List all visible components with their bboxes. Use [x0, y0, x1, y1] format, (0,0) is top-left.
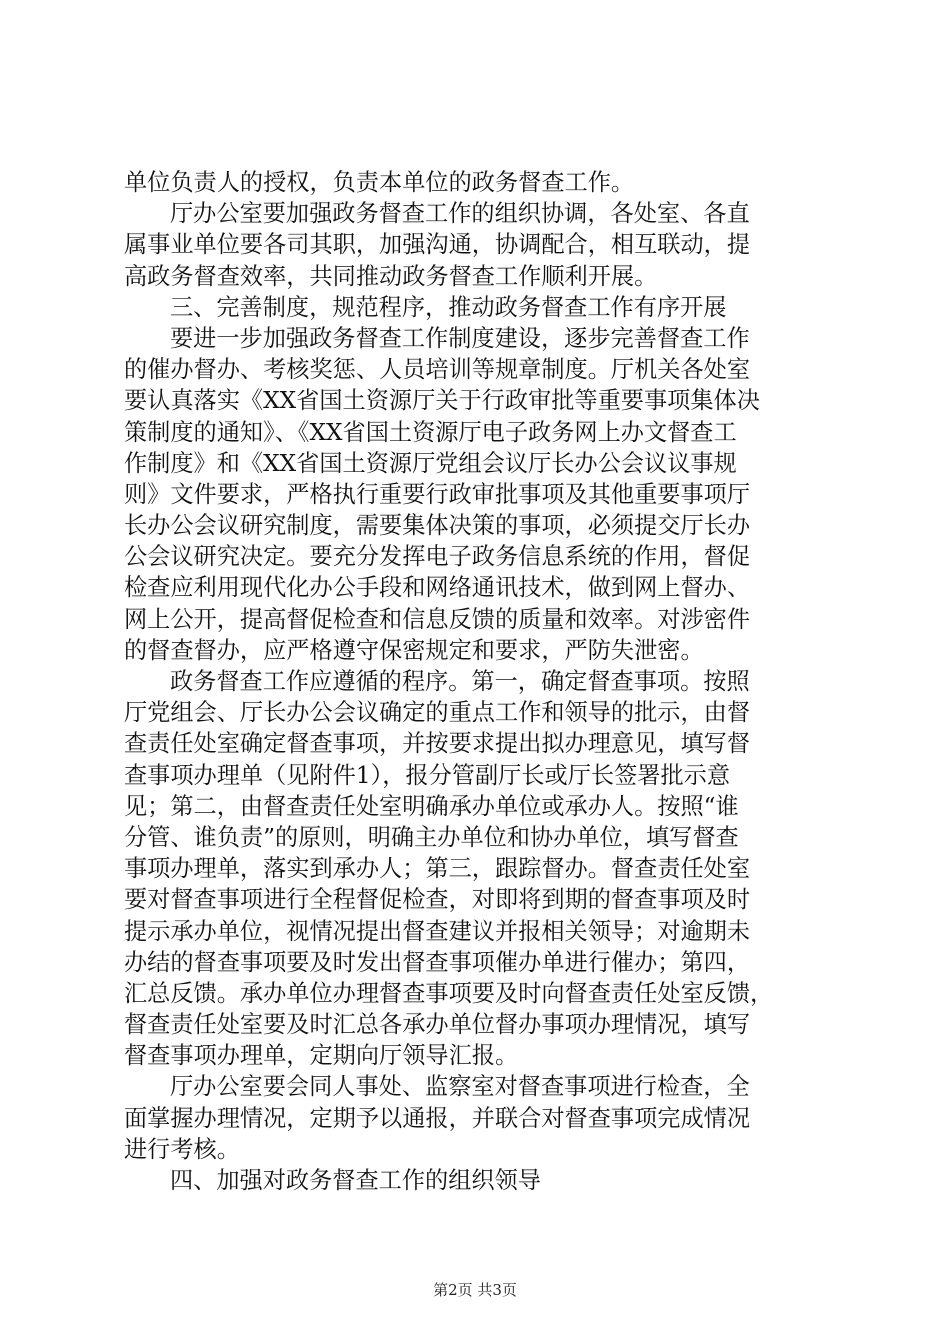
text-line: 政务督查工作应遵循的程序。第一，确定督查事项。按照: [170, 668, 750, 695]
text-line: 督查事项办理单，定期向厅领导汇报。: [124, 1042, 519, 1070]
text-line: 的督查督办，应严格遵守保密规定和要求，严防失泄密。: [124, 636, 704, 664]
document-body: [124, 167, 834, 1196]
text-line: 厅办公室要加强政务督查工作的组织协调，各处室、各直: [170, 200, 750, 228]
text-line: 作制度》和《XX省国土资源厅党组会议厅长办公会议议事规: [124, 449, 737, 477]
text-line: 厅办公室要会同人事处、监察室对督查事项进行检查，全: [170, 1073, 750, 1101]
text-line: 则》文件要求，严格执行重要行政审批事项及其他重要事项厅: [124, 480, 751, 508]
text-line: 的催办督办、考核奖惩、人员培训等规章制度。厅机关各处室: [124, 356, 751, 384]
text-line: 单位负责人的授权，负责本单位的政务督查工作。: [124, 169, 635, 196]
text-line: 面掌握办理情况，定期予以通报，并联合对督查事项完成情况: [124, 1104, 751, 1132]
text-line: 策制度的通知》、《XX省国土资源厅电子政务网上办文督查工: [124, 418, 737, 446]
text-line: 见；第二，由督查责任处室明确承办单位或承办人。按照“谁: [124, 792, 739, 820]
text-line: 提示承办单位，视情况提出督查建议并报相关领导；对逾期未: [124, 917, 751, 945]
text-line: 要对督查事项进行全程督促检查，对即将到期的督查事项及时: [124, 886, 751, 914]
text-line: 汇总反馈。承办单位办理督查事项要及时向督查责任处室反馈，: [124, 979, 774, 1007]
text-line: 分管、谁负责”的原则，明确主办单位和协办单位，填写督查: [124, 823, 739, 851]
section-heading: 三、完善制度，规范程序，推动政务督查工作有序开展: [170, 293, 727, 321]
text-line: 要进一步加强政务督查工作制度建设，逐步完善督查工作: [170, 324, 750, 352]
section-heading: 四、加强对政务督查工作的组织领导: [170, 1167, 541, 1194]
text-line: 检查应利用现代化办公手段和网络通讯技术，做到网上督办、: [124, 574, 751, 602]
text-line: 公会议研究决定。要充分发挥电子政务信息系统的作用，督促: [124, 543, 751, 571]
text-line: 进行考核。: [124, 1135, 240, 1163]
text-line: 长办公会议研究制度，需要集体决策的事项，必须提交厅长办: [124, 512, 751, 540]
text-line: 办结的督查事项要及时发出督查事项催办单进行催办；第四，: [124, 948, 751, 976]
page-number: 第2页 共3页: [433, 1281, 517, 1299]
text-line: 厅党组会、厅长办公会议确定的重点工作和领导的批示，由督: [124, 699, 751, 727]
text-line: 网上公开，提高督促检查和信息反馈的质量和效率。对涉密件: [124, 605, 751, 633]
text-line: 要认真落实《XX省国土资源厅关于行政审批等重要事项集体决: [124, 387, 760, 415]
text-line: 属事业单位要各司其职，加强沟通，协调配合，相互联动，提: [124, 231, 751, 259]
text-line: 高政务督查效率，共同推动政务督查工作顺利开展。: [124, 262, 658, 290]
text-line: 事项办理单，落实到承办人；第三，跟踪督办。督查责任处室: [124, 855, 751, 883]
text-line: 查责任处室确定督查事项，并按要求提出拟办理意见，填写督: [124, 730, 751, 758]
text-line: 督查责任处室要及时汇总各承办单位督办事项办理情况，填写: [124, 1011, 751, 1039]
text-line: 查事项办理单（见附件1），报分管副厅长或厅长签署批示意: [124, 761, 731, 789]
